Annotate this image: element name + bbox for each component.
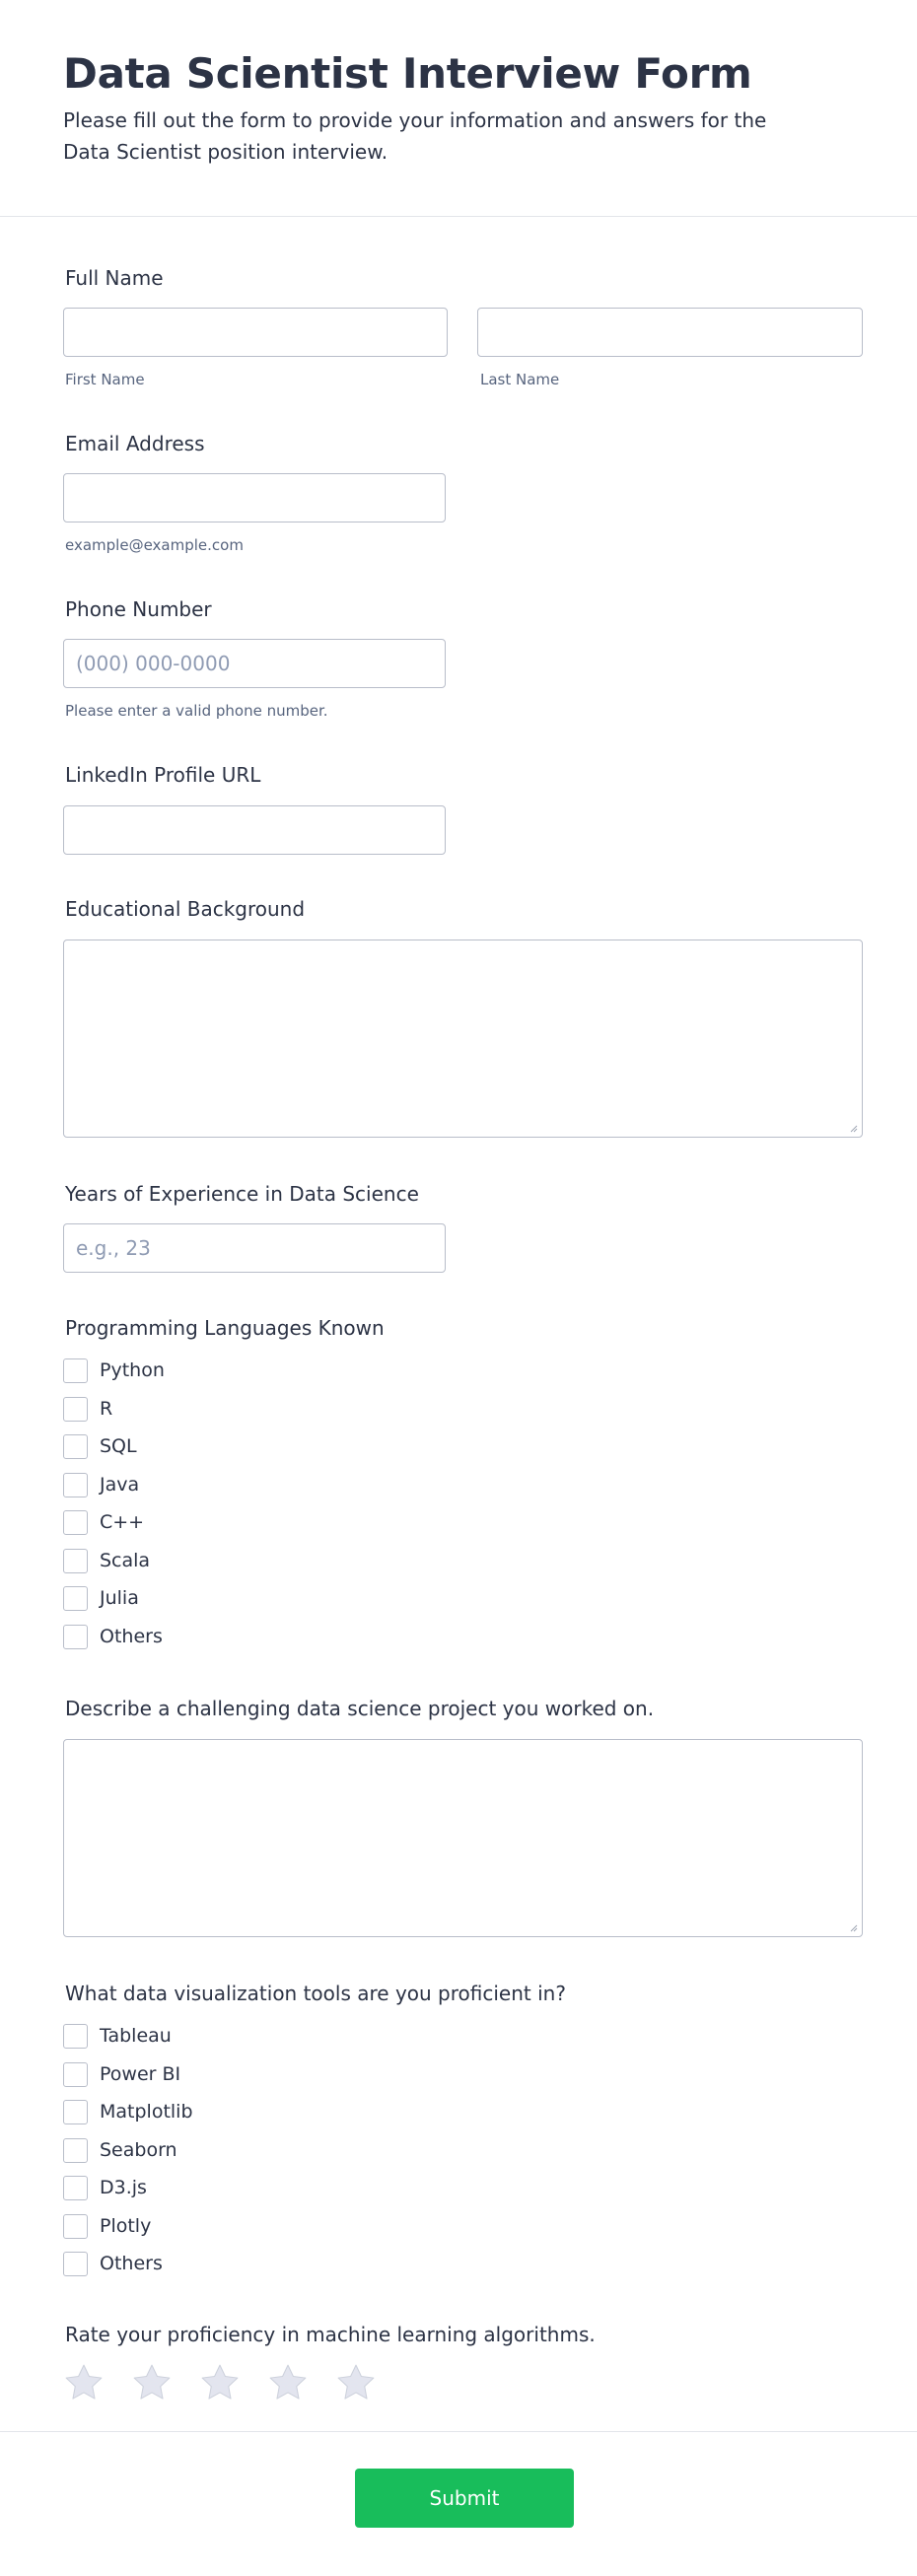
viz-option-matplotlib[interactable]	[63, 2099, 193, 2124]
language-option-others[interactable]	[63, 1624, 163, 1649]
footer-divider	[0, 2431, 917, 2432]
linkedin-label: LinkedIn Profile URL	[65, 763, 261, 787]
first-name-sublabel: First Name	[65, 371, 145, 388]
checkbox[interactable]	[63, 2100, 88, 2124]
language-option-sql[interactable]	[63, 1433, 137, 1459]
checkbox[interactable]	[63, 1625, 88, 1649]
resize-grip-icon[interactable]	[848, 1922, 858, 1932]
option-label: Seaborn	[100, 2139, 177, 2161]
checkbox[interactable]	[63, 2214, 88, 2239]
language-option-cpp[interactable]	[63, 1509, 144, 1535]
language-option-scala[interactable]	[63, 1548, 150, 1573]
education-label: Educational Background	[65, 897, 306, 921]
checkbox[interactable]	[63, 2024, 88, 2049]
education-textarea[interactable]	[63, 940, 863, 1138]
form-header	[0, 0, 917, 217]
viz-option-power-bi[interactable]	[63, 2061, 180, 2087]
star-rating	[63, 2362, 403, 2403]
email-label: Email Address	[65, 432, 205, 455]
email-sublabel: example@example.com	[65, 536, 244, 554]
option-label: D3.js	[100, 2177, 147, 2198]
ml-rating-label: Rate your proficiency in machine learning algorithms.	[65, 2323, 596, 2346]
checkbox[interactable]	[63, 2138, 88, 2163]
last-name-input[interactable]	[477, 308, 863, 357]
checkbox[interactable]	[63, 1510, 88, 1535]
option-label: R	[100, 1398, 113, 1420]
star-icon[interactable]	[63, 2362, 105, 2403]
resize-grip-icon[interactable]	[848, 1123, 858, 1133]
viz-option-d3js[interactable]	[63, 2175, 147, 2200]
option-label: SQL	[100, 1435, 137, 1457]
project-textarea[interactable]	[63, 1739, 863, 1937]
checkbox[interactable]	[63, 2176, 88, 2200]
option-label: Others	[100, 1626, 163, 1647]
language-option-r[interactable]	[63, 1396, 112, 1422]
last-name-sublabel: Last Name	[480, 371, 560, 388]
phone-sublabel: Please enter a valid phone number.	[65, 702, 328, 720]
checkbox[interactable]	[63, 1434, 88, 1459]
option-label: Matplotlib	[100, 2101, 193, 2123]
viz-option-seaborn[interactable]	[63, 2137, 177, 2163]
option-label: Tableau	[100, 2025, 172, 2047]
option-label: Java	[100, 1474, 140, 1496]
star-icon[interactable]	[267, 2362, 309, 2403]
checkbox[interactable]	[63, 2062, 88, 2087]
option-label: Scala	[100, 1550, 151, 1571]
option-label: Julia	[100, 1587, 139, 1609]
checkbox[interactable]	[63, 2252, 88, 2276]
form-title: Data Scientist Interview Form	[63, 49, 752, 98]
language-option-java[interactable]	[63, 1472, 139, 1497]
experience-input[interactable]	[63, 1223, 446, 1273]
viz-option-others[interactable]	[63, 2251, 163, 2276]
submit-button[interactable]: Submit	[355, 2469, 574, 2528]
viz-tools-label: What data visualization tools are you proficient in?	[65, 1982, 566, 2005]
email-input[interactable]	[63, 473, 446, 522]
checkbox[interactable]	[63, 1358, 88, 1383]
viz-option-plotly[interactable]	[63, 2213, 151, 2239]
first-name-input[interactable]	[63, 308, 448, 357]
form-description: Please fill out the form to provide your information and answers for the Data Scientist position interview.	[63, 108, 767, 164]
full-name-label: Full Name	[65, 266, 164, 290]
checkbox[interactable]	[63, 1397, 88, 1422]
phone-label: Phone Number	[65, 597, 212, 621]
viz-option-tableau[interactable]	[63, 2023, 172, 2049]
checkbox[interactable]	[63, 1586, 88, 1611]
checkbox[interactable]	[63, 1473, 88, 1497]
phone-input[interactable]	[63, 639, 446, 688]
experience-label: Years of Experience in Data Science	[65, 1182, 419, 1206]
option-label: Python	[100, 1359, 165, 1381]
option-label: Power BI	[100, 2063, 181, 2085]
checkbox[interactable]	[63, 1549, 88, 1573]
project-label: Describe a challenging data science project you worked on.	[65, 1697, 655, 1720]
option-label: C++	[100, 1511, 145, 1533]
option-label: Plotly	[100, 2215, 152, 2237]
linkedin-input[interactable]	[63, 805, 446, 855]
languages-label: Programming Languages Known	[65, 1316, 385, 1340]
star-icon[interactable]	[335, 2362, 377, 2403]
language-option-julia[interactable]	[63, 1585, 139, 1611]
star-icon[interactable]	[131, 2362, 173, 2403]
star-icon[interactable]	[199, 2362, 241, 2403]
language-option-python[interactable]	[63, 1358, 165, 1383]
option-label: Others	[100, 2253, 163, 2274]
